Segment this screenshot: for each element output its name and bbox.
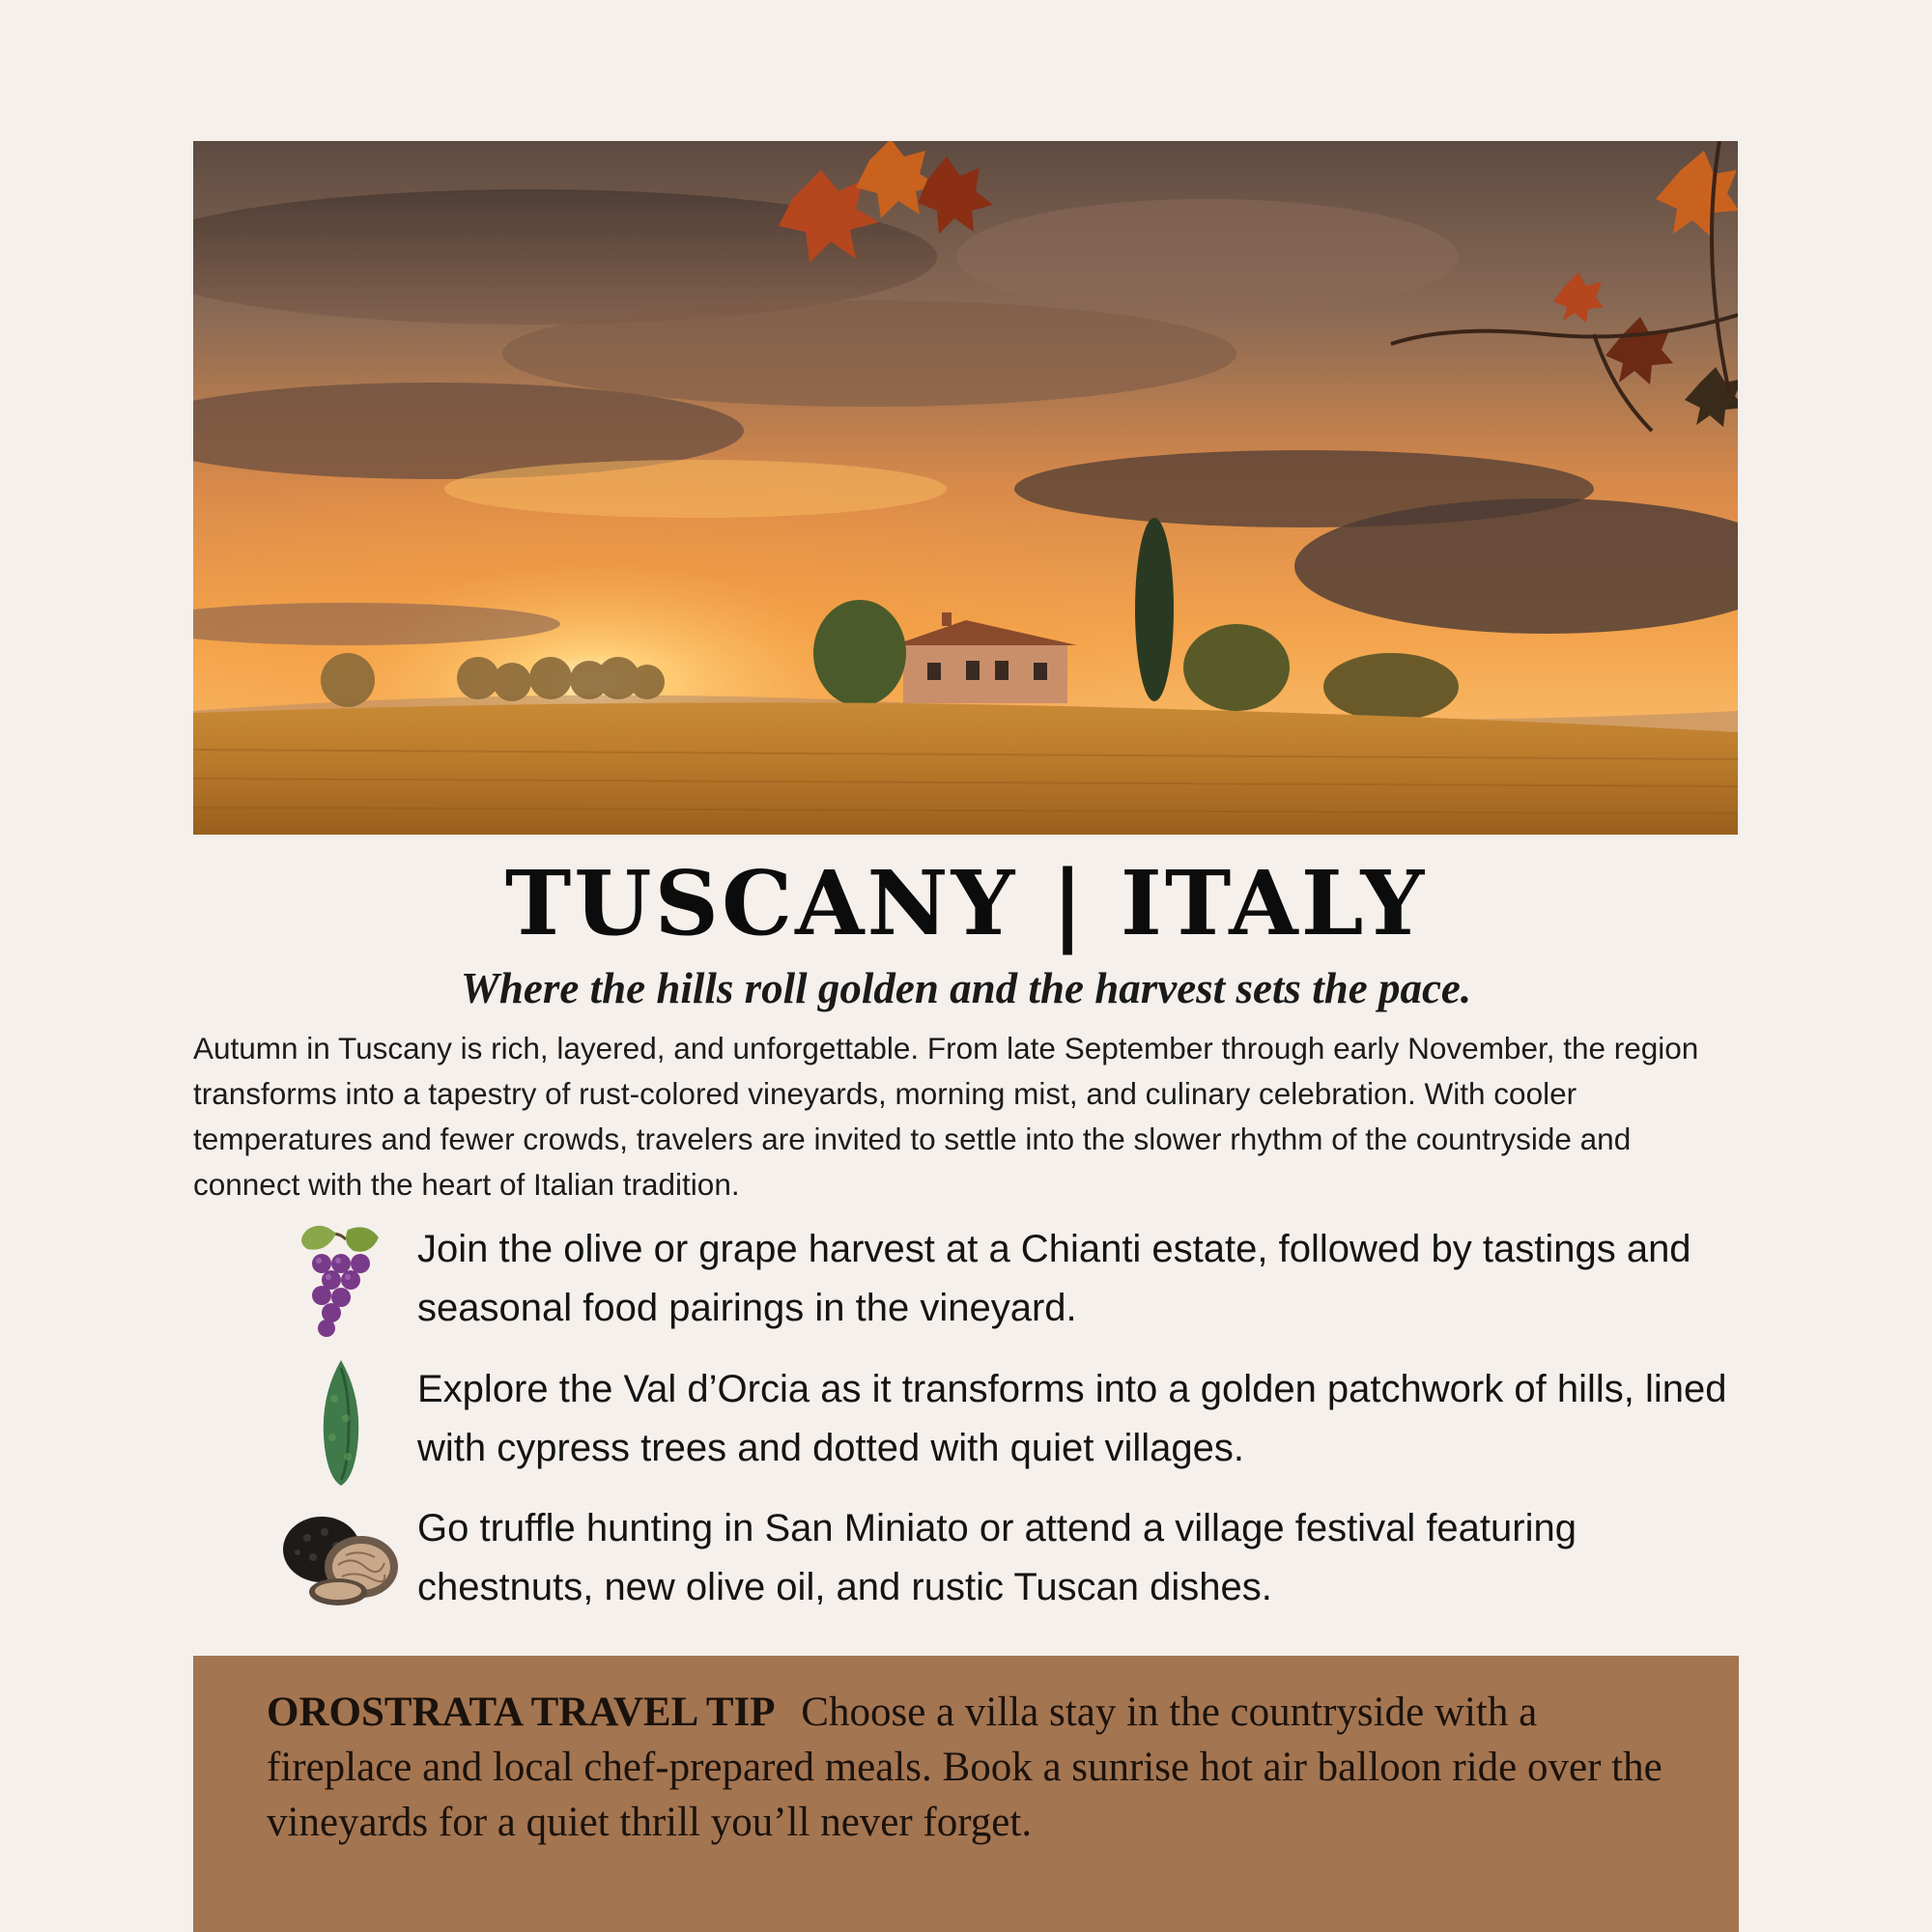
travel-tip-text: Choose a villa stay in the countryside with a fireplace and local chef-prepared meals. Book a sunrise hot air balloon ride over the vineyards for a quiet thrill you’ll never forget.	[267, 1690, 1662, 1845]
activity-text: Join the olive or grape harvest at a Chianti estate, followed by tastings and seasonal food pairings in the vineyard.	[417, 1228, 1691, 1329]
grapes-icon	[278, 1220, 404, 1346]
activity-text: Explore the Val d’Orcia as it transforms into a golden patchwork of hills, lined with cypress trees and dotted with quiet villages.	[417, 1368, 1727, 1469]
travel-tip-box	[193, 1656, 1739, 1932]
tagline: Where the hills roll golden and the harvest sets the pace.	[460, 964, 1472, 1012]
activity-item-val-dorcia	[278, 1360, 1747, 1486]
activity-item-harvest	[278, 1220, 1747, 1346]
travel-tip-label: OROSTRATA TRAVEL TIP	[267, 1690, 776, 1735]
page-title: TUSCANY | ITALY	[504, 851, 1428, 955]
travel-tip	[267, 1685, 1677, 1850]
intro-paragraph: Autumn in Tuscany is rich, layered, and unforgettable. From late September through early November, the region transforms into a tapestry of rust-colored vineyards, morning mist, and culinary celebration. With cooler temperatures and fewer crowds, travelers are invited to settle into the slower rhythm of the countryside and connect with the heart of Italian tradition.	[193, 1031, 1699, 1202]
activity-text: Go truffle hunting in San Miniato or attend a village festival featuring chestnuts, new olive oil, and rustic Tuscan dishes.	[417, 1507, 1577, 1608]
hero-image	[193, 141, 1738, 835]
cypress-tree-icon	[278, 1360, 404, 1486]
activity-item-truffle	[278, 1499, 1747, 1625]
tuscany-landscape-image	[193, 141, 1738, 835]
truffle-icon	[278, 1499, 404, 1625]
